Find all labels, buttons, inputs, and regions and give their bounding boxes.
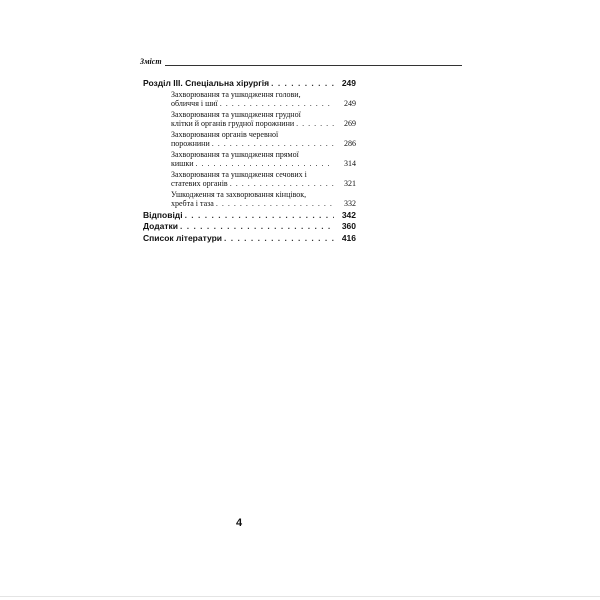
toc-subentry[interactable] — [143, 90, 356, 109]
toc-main-entry-title: Відповіді — [143, 209, 183, 220]
toc-main-entry-page: 416 — [341, 232, 356, 243]
toc-subentry[interactable] — [143, 170, 356, 189]
toc-subentry-line2: кишки — [171, 159, 194, 168]
toc-main-entry-title: Список літератури — [143, 232, 223, 243]
toc-subentry-line1: Захворювання та ушкодження голови, — [171, 89, 301, 99]
toc-subentry-line1: Захворювання та ушкодження сечових і — [171, 169, 307, 179]
toc-section-entry[interactable] — [143, 78, 356, 89]
page-number: 4 — [236, 517, 243, 529]
toc-subentry-page: 332 — [344, 199, 356, 208]
toc-subentry-line2: статевих органів — [171, 179, 228, 188]
header-rule — [165, 65, 462, 66]
toc-subentry-line2: клітки й органів грудної порожнини — [171, 119, 295, 128]
toc-subentry-page: 321 — [344, 179, 356, 188]
toc-subentry[interactable] — [143, 150, 356, 169]
header-label: Зміст — [140, 57, 162, 66]
toc-main-entry-appendices[interactable] — [143, 221, 356, 232]
leader-dots — [196, 159, 335, 169]
toc-subentry-line1: Захворювання органів черевної — [171, 129, 279, 139]
toc-subentry-line1: Ушкодження та захворювання кінцівок, — [171, 189, 307, 199]
toc-subentry-page: 269 — [344, 119, 356, 128]
leader-dots — [180, 221, 334, 232]
toc-main-entry-title: Додатки — [143, 221, 179, 231]
leader-dots — [230, 179, 334, 189]
toc-section-title: Розділ III. Спеціальна хірургія — [143, 78, 270, 88]
toc-subentry-page: 314 — [344, 159, 356, 168]
toc-subentry-page: 286 — [344, 139, 356, 148]
toc-subentry-line2: обличчя і шиї — [171, 99, 218, 108]
leader-dots — [271, 78, 334, 89]
toc-subentry-page: 249 — [344, 99, 356, 108]
leader-dots — [296, 119, 334, 129]
leader-dots — [216, 199, 334, 209]
table-of-contents — [143, 78, 356, 244]
toc-subentry-line2: порожнини — [171, 139, 210, 148]
toc-subentry[interactable] — [143, 130, 356, 149]
toc-subentry[interactable] — [143, 110, 356, 129]
toc-main-entry-answers[interactable] — [143, 210, 356, 221]
toc-subentry-line2: хребта і таза — [171, 199, 214, 208]
toc-subentry[interactable] — [143, 190, 356, 209]
leader-dots — [212, 139, 334, 149]
running-header — [140, 57, 462, 69]
leader-dots — [220, 99, 334, 109]
toc-main-entry-page: 360 — [341, 221, 356, 231]
leader-dots — [224, 233, 334, 244]
toc-main-entry-page: 342 — [341, 209, 356, 220]
toc-subentry-line1: Захворювання та ушкодження прямої — [171, 149, 299, 159]
toc-subentry-line1: Захворювання та ушкодження грудної — [171, 109, 301, 119]
page-edge — [0, 596, 600, 597]
toc-main-entry-references[interactable] — [143, 233, 356, 244]
leader-dots — [185, 210, 334, 221]
toc-section-page: 249 — [341, 78, 356, 88]
